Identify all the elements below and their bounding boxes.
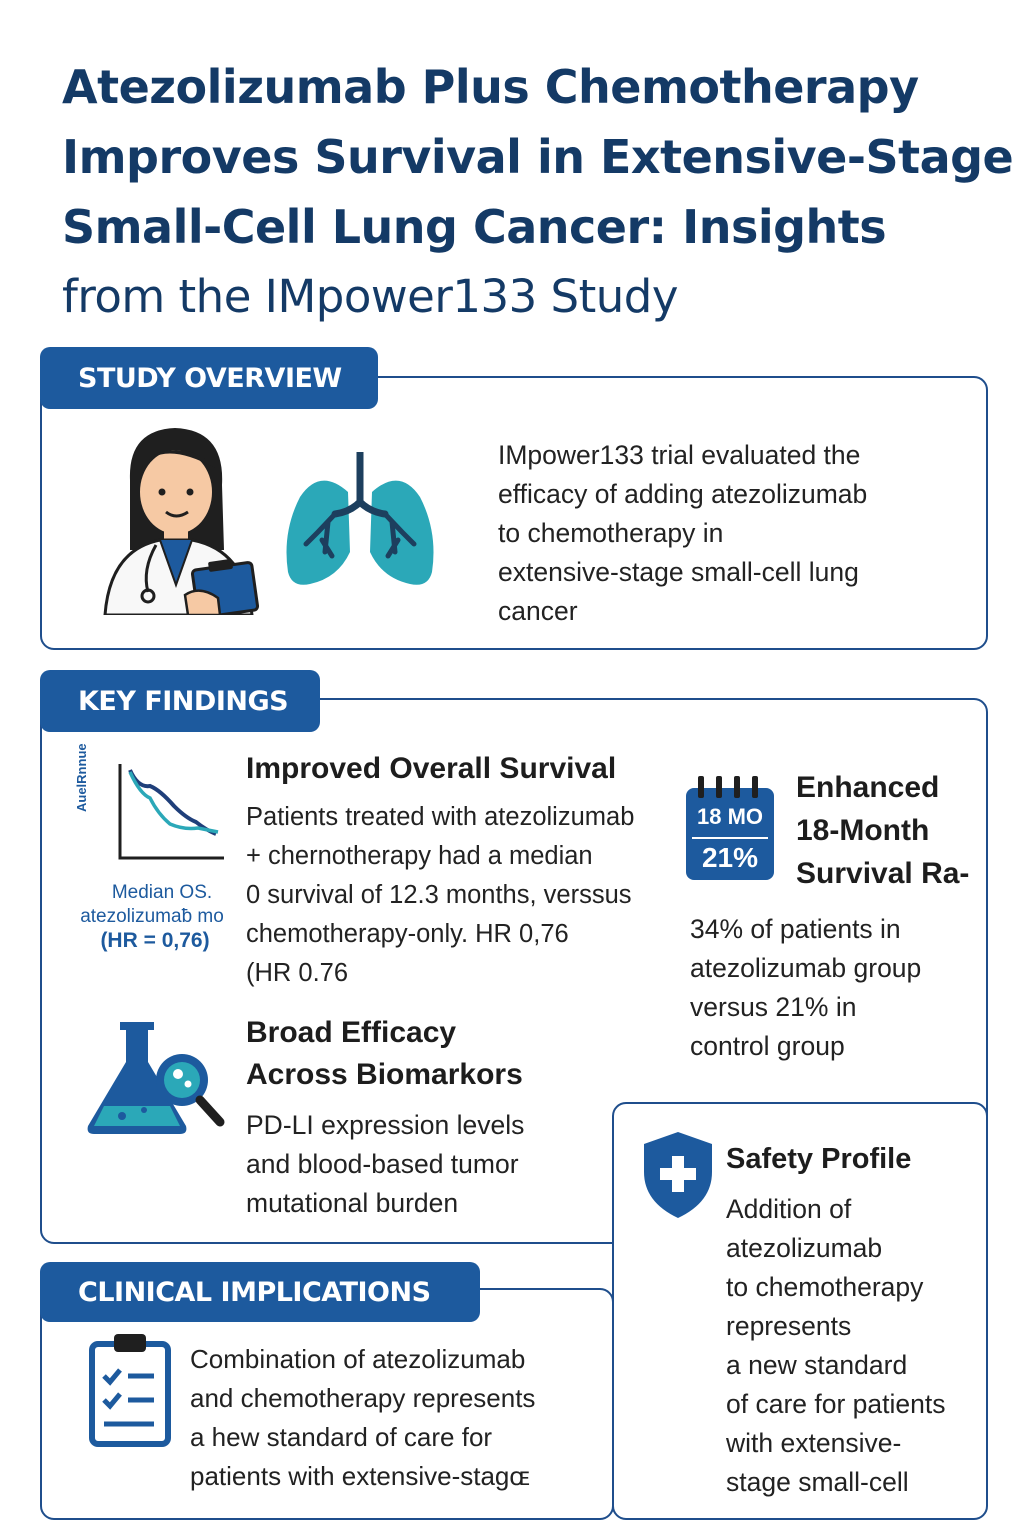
chart-caption-1: Median OS. — [111, 882, 213, 903]
biomarkers-line: mutational burden — [246, 1188, 459, 1218]
os-heading: Improved Overall Survival — [246, 752, 617, 785]
chart-caption-2: atezolizumaƀ mo — [80, 906, 224, 927]
os-line: + chernotherapy had a median — [246, 842, 593, 870]
biomarkers-heading — [246, 1012, 523, 1096]
clinical-implications-tab: CLINICAL IMPLICATIONS — [40, 1262, 480, 1322]
safety-line: stage small-cell — [726, 1467, 909, 1497]
survival18-line: atezolizumab group — [690, 953, 922, 983]
biomarkers-line: and blood-based tumor — [246, 1149, 519, 1179]
title-line-4: from the IMpower133 Study — [62, 270, 678, 323]
biomarkers-heading-line: Across Biomarkors — [246, 1058, 523, 1091]
safety-line: to chemotherapy — [726, 1272, 924, 1302]
flask-magnifier-icon — [82, 1018, 232, 1138]
implications-line: patients with extensive-stagɶ — [190, 1461, 530, 1491]
key-findings-tab: KEY FINDINGS — [40, 670, 320, 732]
lungs-icon — [280, 452, 440, 590]
survival18-text — [690, 910, 980, 1066]
calendar-bottom-label: 21% — [701, 842, 759, 873]
safety-line: Addition of — [726, 1194, 852, 1224]
overview-line: to chemotherapy in — [498, 518, 724, 548]
biomarkers-text — [246, 1106, 586, 1223]
survival18-line: 34% of patients in — [690, 914, 901, 944]
safety-line: a new standard — [726, 1350, 908, 1380]
safety-line: atezolizumab — [726, 1233, 883, 1263]
implications-line: Combination of atezolizumab — [190, 1344, 526, 1374]
os-line: (HR 0.76 — [246, 959, 349, 987]
survival18-line: versus 21% in — [690, 992, 857, 1022]
title-line-2: Improves Survival in Extensive-Stage — [62, 130, 1014, 184]
overview-line: efficacy of adding atezolizumab — [498, 479, 868, 509]
survival18-line: control group — [690, 1031, 845, 1061]
shield-plus-icon — [640, 1130, 716, 1220]
safety-line: with extensive- — [726, 1428, 902, 1458]
chart-y-label: AuelRnnue — [74, 743, 89, 812]
os-line: 0 survival of 12.3 months, verssus — [246, 881, 632, 909]
safety-line: of care for patients — [726, 1389, 946, 1419]
study-overview-tab: STUDY OVERVIEW — [40, 347, 378, 409]
biomarkers-heading-line: Broad Efficacy — [246, 1016, 457, 1049]
clipboard-checklist-icon — [88, 1330, 172, 1448]
safety-heading: Safety Profile — [726, 1143, 912, 1175]
doctor-icon — [90, 420, 270, 615]
survival18-heading-line: 18-Month — [796, 814, 930, 847]
survival18-heading-line: Enhanced — [796, 771, 940, 804]
calendar-top-label: 18 MO — [696, 804, 764, 829]
safety-text — [726, 1190, 976, 1502]
biomarkers-line: PD-LI expression levels — [246, 1110, 525, 1140]
page-title — [62, 52, 1014, 332]
title-line-3: Small-Cell Lung Cancer: Insights — [62, 200, 887, 254]
survival18-heading-line: Survival Ra- — [796, 857, 970, 890]
safety-line: represents — [726, 1311, 852, 1341]
implications-text — [190, 1340, 600, 1496]
survival18-heading — [796, 766, 969, 895]
os-line: Patients treated with atezolizumab — [246, 803, 635, 831]
survival-curve-icon — [78, 758, 228, 868]
chart-caption-3: (HR = 0,76) — [100, 929, 210, 952]
os-line: chemotherapy-only. HR 0,76 — [246, 920, 569, 948]
os-text — [246, 798, 666, 993]
overview-text — [498, 436, 968, 631]
overview-line: IMpower133 trial evaluated the — [498, 440, 861, 470]
title-line-1: Atezolizumab Plus Chemotherapy — [62, 60, 919, 114]
overview-line: extensive-stage small-cell lung — [498, 557, 859, 587]
implications-line: a hew standard of care for — [190, 1422, 493, 1452]
overview-line: cancer — [498, 596, 578, 626]
implications-line: and chemotherapy represents — [190, 1383, 536, 1413]
